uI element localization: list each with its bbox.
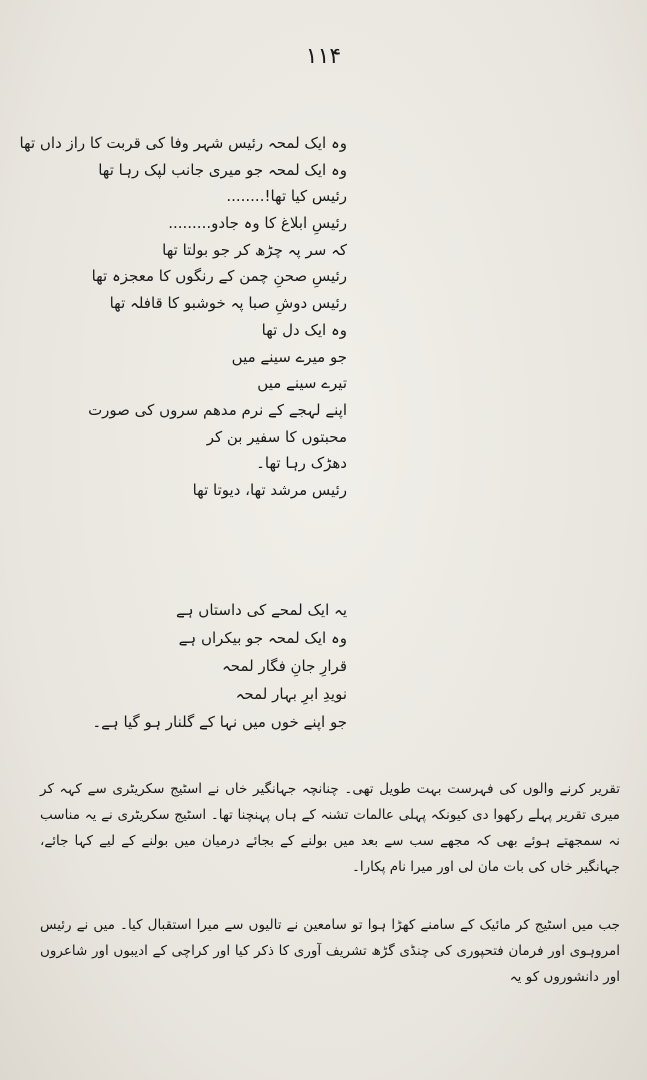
poem-line: وہ ایک لمحہ رئیس شہر وفا کی قربت کا راز داں تھا bbox=[19, 134, 347, 152]
poem-line: وہ ایک لمحہ جو بیکراں ہے bbox=[178, 629, 347, 647]
prose-paragraph: جب میں اسٹیج کر مائیک کے سامنے کھڑا ہوا تو سامعین نے تالیوں سے میرا استقبال کیا۔ میں نے رئیس امروہوی اور فرمان فتحپوری کی چنڈی گڑھ تشریف آوری کا ذکر کیا اور کراچی کے ادیبوں اور شاعروں اور دانشوروں کو یہ bbox=[40, 917, 620, 985]
poem-line: رئیس کیا تھا!........ bbox=[226, 187, 347, 206]
poem-line: رئیسِ ابلاغ کا وہ جادو......... bbox=[168, 214, 347, 233]
poem-line: رئیس دوشِ صبا پہ خوشبو کا قافلہ تھا bbox=[109, 294, 347, 313]
page-number: ۱۱۴ bbox=[305, 44, 342, 69]
poem-stanza-1 bbox=[19, 130, 347, 504]
poem-line: محبتوں کا سفیر بن کر bbox=[206, 427, 347, 446]
poem-line: اپنے لہجے کے نرم مدھم سروں کی صورت bbox=[88, 400, 347, 419]
poem-line: یہ ایک لمحے کی داستاں ہے bbox=[175, 601, 347, 619]
poem-line: رئیسِ صحنِ چمن کے رنگوں کا معجزہ تھا bbox=[91, 267, 347, 286]
poem-line: وہ ایک لمحہ جو میری جانب لپک رہا تھا bbox=[98, 160, 347, 179]
prose-paragraph: تقریر کرنے والوں کی فہرست بہت طویل تھی۔ چنانچہ جہانگیر خاں نے اسٹیج سکریٹری سے کہہ کر میری تقریر پہلے رکھوا دی کیونکہ پہلی عالمات تشنہ کے ہاں پہنچنا تھا۔ اسٹیج سکریٹری نے یہ مناسب نہ سمجھتے ہوئے بھی کہ مجھے سب سے بعد میں بولنے کے بجائے درمیان میں بولنے کے لیے کہا جائے، جہانگیر خاں کی بات مان لی اور میرا نام پکارا۔ bbox=[40, 781, 620, 875]
poem-line: جو میرے سینے میں bbox=[231, 347, 347, 366]
poem-stanza-2 bbox=[92, 596, 347, 736]
poem-line: کہ سر پہ چڑھ کر جو بولتا تھا bbox=[162, 240, 347, 259]
poem-line: جو اپنے خوں میں نہا کے گلنار ہو گیا ہے۔ bbox=[92, 713, 347, 731]
poem-line: نویدِ ابرِ بہار لمحہ bbox=[235, 685, 347, 703]
poem-line: دھڑک رہا تھا۔ bbox=[256, 454, 347, 473]
poem-line: قرارِ جانِ فگار لمحہ bbox=[221, 657, 347, 675]
poem-line: رئیس مرشد تھا، دیوتا تھا bbox=[192, 480, 347, 499]
poem-line: وہ ایک دل تھا bbox=[261, 320, 347, 339]
poem-line: تیرے سینے میں bbox=[257, 374, 347, 393]
